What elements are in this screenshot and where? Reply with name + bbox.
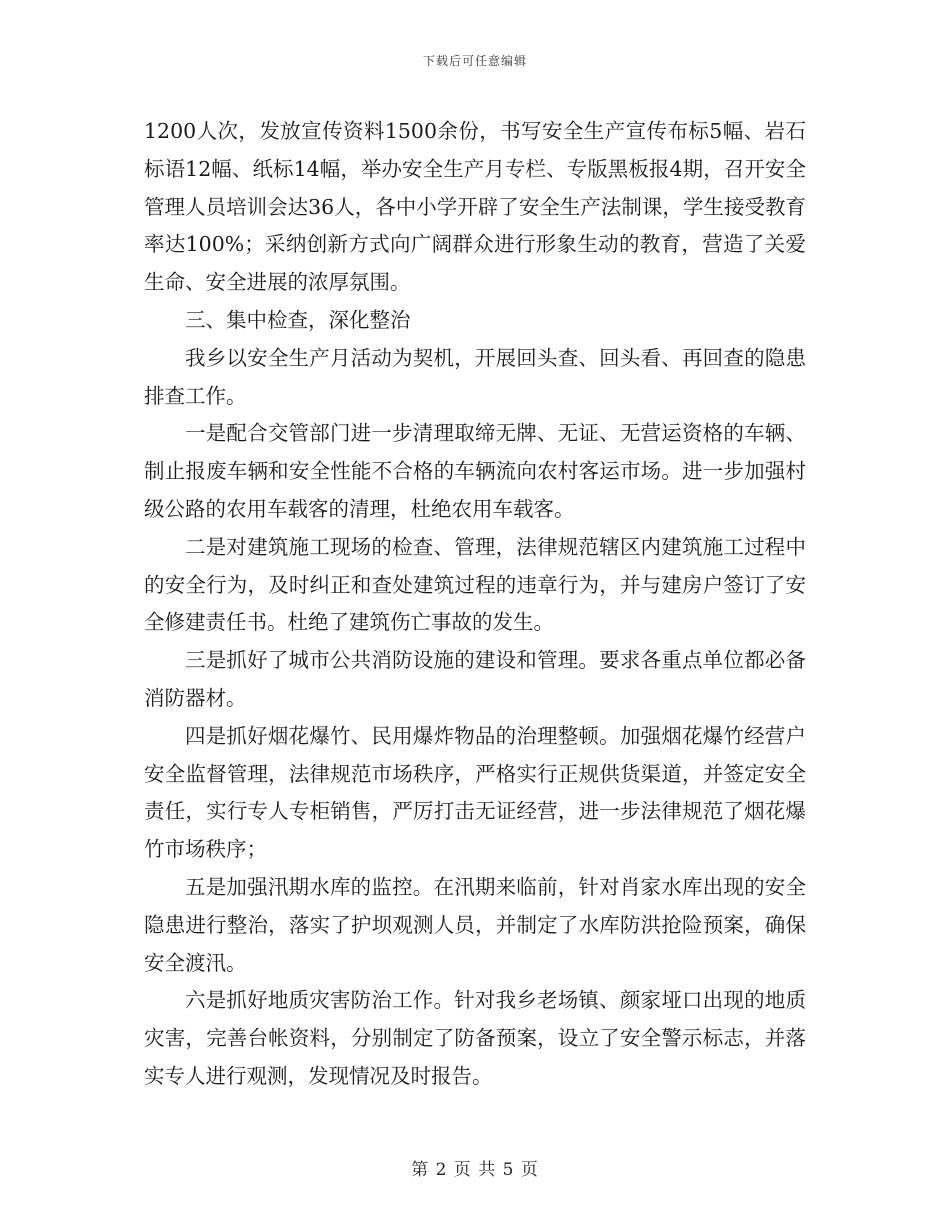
page-footer: 第 2 页 共 5 页 — [411, 1160, 539, 1180]
paragraph-4: 一是配合交管部门进一步清理取缔无牌、无证、无营运资格的车辆、制止报废车辆和安全性能不合格的车辆流向农村客运市场。进一步加强村级公路的农用车载客的清理，杜绝农用车载客。 — [144, 421, 806, 521]
paragraph-8: 五是加强汛期水库的监控。在汛期来临前，针对肖家水库出现的安全隐患进行整治，落实了护坝观测人员，并制定了水库防洪抢险预案，确保安全渡汛。 — [144, 874, 806, 975]
paragraph-7: 四是抓好烟花爆竹、民用爆炸物品的治理整顿。加强烟花爆竹经营户安全监督管理，法律规范市场秩序，严格实行正规供货渠道，并签定安全责任，实行专人专柜销售，严厉打击无证经营，进一步法律规范了烟花爆竹市场秩序； — [144, 723, 806, 862]
paragraph-9: 六是抓好地质灾害防治工作。针对我乡老场镇、颜家垭口出现的地质灾害，完善台帐资料，分别制定了防备预案，设立了安全警示标志，并落实专人进行观测，发现情况及时报告。 — [144, 988, 806, 1088]
paragraph-1: 1200人次，发放宣传资料1500余份，书写安全生产宣传布标5幅、岩石标语12幅、纸标14幅，举办安全生产月专栏、专版黑板报4期，召开安全管理人员培训会达36人，各中小学开辟了安全生产法制课，学生接受教育率达100%；采纳创新方式向广阔群众进行形象生动的教育，营造了关爱生命、安全进展的浓厚氛围。 — [144, 119, 806, 295]
document-body — [144, 113, 806, 1096]
section-heading: 三、集中检查，深化整治 — [185, 307, 411, 332]
paragraph-5: 二是对建筑施工现场的检查、管理，法律规范辖区内建筑施工过程中的安全行为，及时纠正和查处建筑过程的违章行为，并与建房户签订了安全修建责任书。杜绝了建筑伤亡事故的发生。 — [144, 534, 806, 635]
paragraph-6: 三是抓好了城市公共消防设施的建设和管理。要求各重点单位都必备消防器材。 — [144, 648, 806, 710]
paragraph-3: 我乡以安全生产月活动为契机，开展回头查、回头看、再回查的隐患排查工作。 — [144, 345, 806, 408]
page-header: 下载后可任意编辑 — [422, 54, 527, 68]
